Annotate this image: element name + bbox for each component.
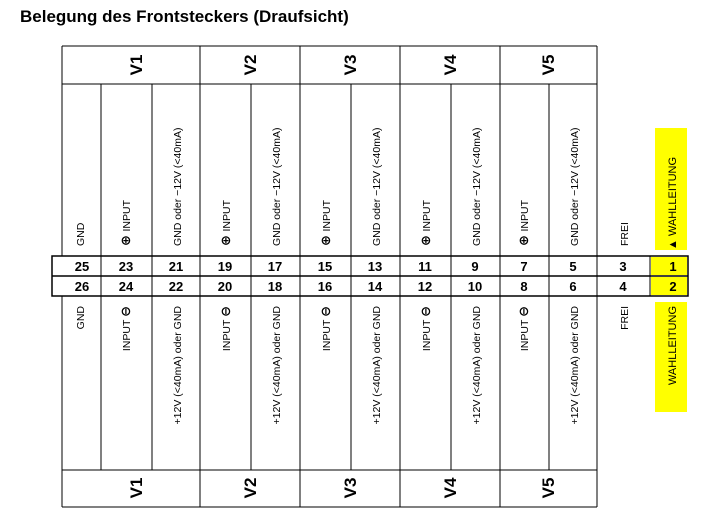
pin-number: 23 [118,259,134,274]
section-header-bottom: V5 [539,477,558,499]
pin-number: 16 [317,279,333,294]
section-header-top: V4 [441,54,460,76]
plus-symbol-icon: ⊕ [516,231,531,246]
pin-number: 6 [569,279,577,294]
section-header-bottom: V1 [127,477,146,499]
input-text: INPUT [221,199,233,232]
supply-label-top: GND oder −12V (<40mA) [371,127,383,246]
input-text: INPUT [421,316,433,352]
wahlleitung-label-bottom: WAHLLEITUNG [667,306,679,386]
pin-number: 26 [74,279,90,294]
pin-number: 4 [619,279,627,294]
supply-label-bottom: +12V (<40mA) oder GND [172,306,184,425]
pin-number: 20 [217,279,233,294]
pin-number: 15 [317,259,333,274]
input-text: INPUT [421,199,433,232]
input-plus-label [218,199,233,246]
supply-label-top: GND oder −12V (<40mA) [271,127,283,246]
input-text: INPUT [121,316,133,352]
pin-number: 5 [569,259,577,274]
section-headers-top [127,54,558,75]
supply-label-bottom: +12V (<40mA) oder GND [371,306,383,425]
pin-number: 25 [74,259,90,274]
pin-number: 17 [267,259,283,274]
plus-symbol-icon: ⊕ [118,231,133,246]
pin-number: 12 [417,279,433,294]
pin-number: 9 [471,259,479,274]
pin-number: 10 [467,279,483,294]
wahlleitung-arrow: ▲ [667,239,679,250]
section-header-top: V2 [241,54,260,76]
wahlleitung-label-top: WAHLLEITUNG [667,156,679,236]
input-text: INPUT [321,316,333,352]
supply-label-bottom: +12V (<40mA) oder GND [569,306,581,425]
input-text: INPUT [121,199,133,232]
input-text: INPUT [519,199,531,232]
pin-number: 21 [168,259,184,274]
input-plus-label [118,199,133,246]
minus-symbol-icon: ⊖ [218,306,233,317]
pin-number: 13 [367,259,383,274]
pin-number: 11 [418,259,432,274]
page-title: Belegung des Frontsteckers (Draufsicht) [20,7,349,26]
input-plus-label [318,199,333,246]
minus-symbol-icon: ⊖ [118,306,133,317]
input-minus-label [516,306,531,351]
minus-symbol-icon: ⊖ [318,306,333,317]
supply-label-top: GND oder −12V (<40mA) [471,127,483,246]
input-minus-label [418,306,433,351]
input-text: INPUT [519,316,531,352]
pin-number: 18 [267,279,283,294]
section-header-bottom: V3 [341,477,360,499]
minus-symbol-icon: ⊖ [516,306,531,317]
pin-number: 3 [619,259,627,274]
supply-label-top: GND oder −12V (<40mA) [172,127,184,246]
frei-label-top: FREI [619,222,631,246]
section-header-top: V5 [539,54,558,76]
supply-label-bottom: +12V (<40mA) oder GND [271,306,283,425]
input-text: INPUT [321,199,333,232]
pin-number: 1 [669,259,677,274]
section-header-bottom: V4 [441,477,460,499]
input-plus-label [516,199,531,246]
input-plus-label [418,199,433,246]
section-header-bottom: V2 [241,477,260,499]
gnd-label-top: GND [75,222,87,246]
plus-symbol-icon: ⊕ [218,231,233,246]
plus-symbol-icon: ⊕ [418,231,433,246]
input-minus-label [118,306,133,351]
pin-number: 22 [168,279,184,294]
pin-number: 2 [669,279,677,294]
supply-label-top: GND oder −12V (<40mA) [569,127,581,246]
pin-number: 24 [118,279,134,294]
pin-number: 19 [217,259,233,274]
gnd-label-bottom: GND [75,306,87,330]
input-minus-label [318,306,333,351]
minus-symbol-icon: ⊖ [418,306,433,317]
section-header-top: V1 [127,54,146,76]
section-header-top: V3 [341,54,360,76]
plus-symbol-icon: ⊕ [318,231,333,246]
pin-number: 14 [367,279,383,294]
input-minus-label [218,306,233,351]
section-headers-bottom [127,477,558,498]
pin-number: 7 [520,259,528,274]
supply-label-bottom: +12V (<40mA) oder GND [471,306,483,425]
frei-label-bottom: FREI [619,306,631,330]
input-text: INPUT [221,316,233,352]
pin-number: 8 [520,279,528,294]
